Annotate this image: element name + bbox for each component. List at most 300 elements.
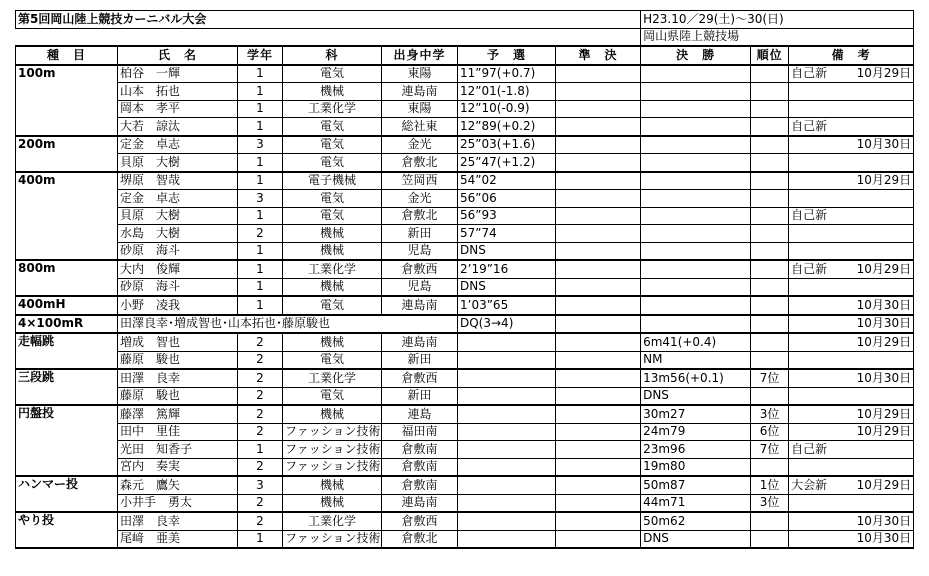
- grade: 1: [238, 83, 283, 101]
- grade: 1: [238, 530, 283, 548]
- junior-high: 倉敷西: [382, 369, 458, 387]
- event-name: 400m: [16, 172, 118, 190]
- event-cell: [16, 423, 118, 441]
- result-row: [16, 83, 914, 101]
- department: ファッション技術: [283, 458, 382, 476]
- header-grade: 学年: [238, 46, 283, 65]
- result-row: [16, 476, 914, 494]
- department: 電子機械: [283, 172, 382, 190]
- event-date: 10月30日: [849, 136, 914, 154]
- junior-high: 児島: [382, 242, 458, 260]
- athlete-name: 定金 卓志: [118, 136, 238, 154]
- junior-high: 倉敷北: [382, 530, 458, 548]
- department: 電気: [283, 136, 382, 154]
- athlete-name: 柏谷 一輝: [118, 65, 238, 83]
- event-date: 10月30日: [849, 530, 914, 548]
- department: 電気: [283, 387, 382, 405]
- department: 電気: [283, 118, 382, 136]
- junior-high: 倉敷南: [382, 458, 458, 476]
- final-result: [641, 190, 751, 208]
- semi-result: [556, 65, 641, 83]
- event-date: 10月29日: [849, 423, 914, 441]
- note: [789, 278, 849, 296]
- event-date: 10月29日: [849, 172, 914, 190]
- athlete-name: 堺原 智哉: [118, 172, 238, 190]
- prelim-result: 56”93: [458, 207, 556, 225]
- junior-high: 金光: [382, 136, 458, 154]
- semi-result: [556, 333, 641, 351]
- event-date: [849, 351, 914, 369]
- semi-result: [556, 83, 641, 101]
- junior-high: 倉敷西: [382, 260, 458, 278]
- grade: 1: [238, 441, 283, 459]
- rank: [751, 100, 789, 118]
- note: 自己新: [789, 65, 849, 83]
- grade: 3: [238, 190, 283, 208]
- junior-high: 笠岡西: [382, 172, 458, 190]
- event-cell: [16, 351, 118, 369]
- result-row: [16, 242, 914, 260]
- athlete-name: 増成 智也: [118, 333, 238, 351]
- junior-high: 東陽: [382, 65, 458, 83]
- final-result: [641, 242, 751, 260]
- department: 電気: [283, 154, 382, 172]
- rank: 3位: [751, 494, 789, 512]
- athlete-name: 藤原 駿也: [118, 387, 238, 405]
- note: [789, 172, 849, 190]
- junior-high: 連島南: [382, 83, 458, 101]
- rank: [751, 154, 789, 172]
- semi-result: [556, 369, 641, 387]
- department: ファッション技術: [283, 423, 382, 441]
- junior-high: 倉敷北: [382, 207, 458, 225]
- event-date: 10月29日: [849, 260, 914, 278]
- semi-result: [556, 190, 641, 208]
- note: 自己新: [789, 207, 849, 225]
- semi-result: [556, 458, 641, 476]
- event-date: 10月29日: [849, 65, 914, 83]
- athlete-name: 水島 大樹: [118, 225, 238, 243]
- rank: [751, 136, 789, 154]
- event-cell: [16, 154, 118, 172]
- athlete-name: 宮内 奏実: [118, 458, 238, 476]
- event-cell: [16, 278, 118, 296]
- rank: [751, 225, 789, 243]
- event-date: [849, 441, 914, 459]
- final-result: 44m71: [641, 494, 751, 512]
- rank: [751, 296, 789, 315]
- grade: 1: [238, 207, 283, 225]
- page-title: 第5回岡山陸上競技カーニバル大会: [16, 11, 641, 29]
- department: 機械: [283, 405, 382, 423]
- header-row: [16, 46, 914, 65]
- result-row: [16, 278, 914, 296]
- final-result: [641, 100, 751, 118]
- rank: [751, 387, 789, 405]
- note: [789, 333, 849, 351]
- rank: [751, 530, 789, 548]
- event-cell: [16, 441, 118, 459]
- semi-result: [556, 225, 641, 243]
- event-name: 円盤投: [16, 405, 118, 423]
- note: 自己新: [789, 260, 849, 278]
- event-date: 10月30日: [849, 369, 914, 387]
- grade: 1: [238, 65, 283, 83]
- semi-result: [556, 296, 641, 315]
- athlete-name: 定金 卓志: [118, 190, 238, 208]
- prelim-result: DNS: [458, 278, 556, 296]
- final-result: [641, 315, 751, 334]
- final-result: [641, 154, 751, 172]
- note: [789, 369, 849, 387]
- result-row: [16, 333, 914, 351]
- final-result: [641, 118, 751, 136]
- event-date: 10月30日: [849, 315, 914, 334]
- rank: [751, 260, 789, 278]
- result-row: [16, 225, 914, 243]
- rank: [751, 190, 789, 208]
- rank: 7位: [751, 369, 789, 387]
- meet-venue: 岡山県陸上競技場: [641, 28, 914, 46]
- grade: 2: [238, 458, 283, 476]
- athlete-name: 田中 里佳: [118, 423, 238, 441]
- event-cell: [16, 207, 118, 225]
- athlete-name: 森元 鷹矢: [118, 476, 238, 494]
- result-row: [16, 118, 914, 136]
- event-name: 100m: [16, 65, 118, 83]
- semi-result: [556, 441, 641, 459]
- event-date: 10月29日: [849, 333, 914, 351]
- note: [789, 512, 849, 530]
- department: 機械: [283, 333, 382, 351]
- result-row: [16, 441, 914, 459]
- final-result: [641, 278, 751, 296]
- semi-result: [556, 423, 641, 441]
- junior-high: 連島南: [382, 296, 458, 315]
- header-school: 出身中学: [382, 46, 458, 65]
- prelim-result: [458, 333, 556, 351]
- rank: 3位: [751, 405, 789, 423]
- athlete-name: 貝原 大樹: [118, 207, 238, 225]
- department: 機械: [283, 83, 382, 101]
- note: [789, 423, 849, 441]
- note: 自己新: [789, 118, 849, 136]
- athlete-name: 砂原 海斗: [118, 242, 238, 260]
- junior-high: 倉敷南: [382, 441, 458, 459]
- rank: [751, 351, 789, 369]
- department: 機械: [283, 476, 382, 494]
- result-row: [16, 136, 914, 154]
- athlete-name: 岡本 孝平: [118, 100, 238, 118]
- rank: [751, 118, 789, 136]
- prelim-result: 56”06: [458, 190, 556, 208]
- grade: 3: [238, 136, 283, 154]
- header-final: 決 勝: [641, 46, 751, 65]
- result-row: [16, 351, 914, 369]
- header-event: 種 目: [16, 46, 118, 65]
- grade: 2: [238, 225, 283, 243]
- final-result: 6m41(+0.4): [641, 333, 751, 351]
- junior-high: 倉敷北: [382, 154, 458, 172]
- rank: [751, 172, 789, 190]
- semi-result: [556, 476, 641, 494]
- semi-result: [556, 172, 641, 190]
- final-result: 50m62: [641, 512, 751, 530]
- semi-result: [556, 278, 641, 296]
- prelim-result: DNS: [458, 242, 556, 260]
- department: 電気: [283, 207, 382, 225]
- result-row: [16, 405, 914, 423]
- prelim-result: [458, 351, 556, 369]
- prelim-result: [458, 423, 556, 441]
- note: [789, 242, 849, 260]
- semi-result: [556, 512, 641, 530]
- header-semi: 準 決: [556, 46, 641, 65]
- junior-high: 福田南: [382, 423, 458, 441]
- note: [789, 405, 849, 423]
- grade: 2: [238, 351, 283, 369]
- result-row: [16, 154, 914, 172]
- athlete-name: 藤澤 篤輝: [118, 405, 238, 423]
- grade: 1: [238, 154, 283, 172]
- junior-high: 連島南: [382, 333, 458, 351]
- header-note: 備 考: [789, 46, 914, 65]
- final-result: [641, 260, 751, 278]
- event-cell: [16, 458, 118, 476]
- department: 機械: [283, 242, 382, 260]
- grade: 1: [238, 260, 283, 278]
- prelim-result: 12”89(+0.2): [458, 118, 556, 136]
- athlete-name: 大内 俊輝: [118, 260, 238, 278]
- department: 電気: [283, 65, 382, 83]
- event-name: 200m: [16, 136, 118, 154]
- note: 自己新: [789, 441, 849, 459]
- athlete-name: 山本 拓也: [118, 83, 238, 101]
- semi-result: [556, 207, 641, 225]
- department: 工業化学: [283, 512, 382, 530]
- athlete-name: 田澤 良幸: [118, 512, 238, 530]
- department: ファッション技術: [283, 530, 382, 548]
- rank: [751, 512, 789, 530]
- department: 工業化学: [283, 260, 382, 278]
- final-result: 23m96: [641, 441, 751, 459]
- grade: 1: [238, 296, 283, 315]
- prelim-result: 25”03(+1.6): [458, 136, 556, 154]
- junior-high: 倉敷南: [382, 476, 458, 494]
- rank: 1位: [751, 476, 789, 494]
- header-rank: 順位: [751, 46, 789, 65]
- department: 電気: [283, 190, 382, 208]
- final-result: 19m80: [641, 458, 751, 476]
- grade: 2: [238, 512, 283, 530]
- junior-high: 倉敷西: [382, 512, 458, 530]
- result-row: [16, 530, 914, 548]
- note: [789, 296, 849, 315]
- event-cell: [16, 83, 118, 101]
- prelim-result: [458, 494, 556, 512]
- result-row: [16, 512, 914, 530]
- semi-result: [556, 260, 641, 278]
- note: [789, 190, 849, 208]
- grade: 1: [238, 278, 283, 296]
- event-date: [849, 458, 914, 476]
- final-result: DNS: [641, 387, 751, 405]
- note: [789, 530, 849, 548]
- note: [789, 494, 849, 512]
- rank: 7位: [751, 441, 789, 459]
- rank: [751, 65, 789, 83]
- event-name: やり投: [16, 512, 118, 530]
- athlete-name: 小野 凌我: [118, 296, 238, 315]
- final-result: 13m56(+0.1): [641, 369, 751, 387]
- junior-high: 新田: [382, 225, 458, 243]
- prelim-result: [458, 512, 556, 530]
- meet-date: H23.10／29(土)～30(日): [641, 11, 914, 29]
- semi-result: [556, 494, 641, 512]
- event-date: [849, 118, 914, 136]
- department: 工業化学: [283, 369, 382, 387]
- note: [789, 83, 849, 101]
- final-result: [641, 65, 751, 83]
- athlete-name: 大若 諒汰: [118, 118, 238, 136]
- athlete-name: 藤原 駿也: [118, 351, 238, 369]
- final-result: [641, 83, 751, 101]
- final-result: 30m27: [641, 405, 751, 423]
- grade: 1: [238, 242, 283, 260]
- note: [789, 225, 849, 243]
- result-row: [16, 423, 914, 441]
- department: 電気: [283, 296, 382, 315]
- rank: [751, 278, 789, 296]
- final-result: [641, 296, 751, 315]
- prelim-result: 12”10(-0.9): [458, 100, 556, 118]
- event-date: 10月30日: [849, 296, 914, 315]
- event-name: 三段跳: [16, 369, 118, 387]
- note: [789, 351, 849, 369]
- prelim-result: [458, 405, 556, 423]
- event-cell: [16, 387, 118, 405]
- athlete-name: 貝原 大樹: [118, 154, 238, 172]
- result-row: [16, 172, 914, 190]
- result-row: [16, 387, 914, 405]
- grade: 2: [238, 387, 283, 405]
- results-table: [15, 10, 914, 549]
- result-row: [16, 369, 914, 387]
- rank: [751, 315, 789, 334]
- event-date: [849, 387, 914, 405]
- department: 機械: [283, 225, 382, 243]
- note: [789, 100, 849, 118]
- semi-result: [556, 530, 641, 548]
- header-name: 氏 名: [118, 46, 238, 65]
- event-date: [849, 225, 914, 243]
- junior-high: 連島: [382, 405, 458, 423]
- result-row: [16, 494, 914, 512]
- results-sheet: [15, 10, 913, 549]
- department: 機械: [283, 278, 382, 296]
- semi-result: [556, 242, 641, 260]
- result-row: [16, 65, 914, 83]
- grade: 1: [238, 100, 283, 118]
- grade: 2: [238, 494, 283, 512]
- final-result: [641, 207, 751, 225]
- prelim-result: 1’03”65: [458, 296, 556, 315]
- athlete-name: 光田 知香子: [118, 441, 238, 459]
- event-date: 10月29日: [849, 476, 914, 494]
- event-cell: [16, 494, 118, 512]
- prelim-result: 11”97(+0.7): [458, 65, 556, 83]
- event-date: [849, 242, 914, 260]
- prelim-result: DQ(3→4): [458, 315, 556, 334]
- grade: 2: [238, 369, 283, 387]
- result-row: [16, 260, 914, 278]
- note: 大会新: [789, 476, 849, 494]
- event-date: [849, 100, 914, 118]
- result-row: [16, 100, 914, 118]
- junior-high: 金光: [382, 190, 458, 208]
- prelim-result: [458, 387, 556, 405]
- note: [789, 387, 849, 405]
- event-name: 400mH: [16, 296, 118, 315]
- semi-result: [556, 118, 641, 136]
- prelim-result: [458, 369, 556, 387]
- event-date: 10月30日: [849, 512, 914, 530]
- grade: 2: [238, 333, 283, 351]
- result-row: [16, 315, 914, 334]
- final-result: [641, 172, 751, 190]
- result-row: [16, 190, 914, 208]
- event-cell: [16, 242, 118, 260]
- grade: 3: [238, 476, 283, 494]
- prelim-result: 2’19”16: [458, 260, 556, 278]
- prelim-result: [458, 530, 556, 548]
- athlete-name: 砂原 海斗: [118, 278, 238, 296]
- event-name: 4×100mR: [16, 315, 118, 334]
- athlete-name: 尾﨑 亜美: [118, 530, 238, 548]
- event-cell: [16, 190, 118, 208]
- prelim-result: 54”02: [458, 172, 556, 190]
- result-row: [16, 458, 914, 476]
- event-date: [849, 278, 914, 296]
- event-date: [849, 494, 914, 512]
- junior-high: 児島: [382, 278, 458, 296]
- grade: 2: [238, 423, 283, 441]
- header-dept: 科: [283, 46, 382, 65]
- final-result: 24m79: [641, 423, 751, 441]
- prelim-result: 12”01(-1.8): [458, 83, 556, 101]
- athlete-name: 小井手 勇太: [118, 494, 238, 512]
- semi-result: [556, 351, 641, 369]
- event-date: [849, 83, 914, 101]
- athlete-name: 田澤 良幸: [118, 369, 238, 387]
- result-row: [16, 296, 914, 315]
- event-cell: [16, 530, 118, 548]
- note: [789, 154, 849, 172]
- junior-high: 新田: [382, 351, 458, 369]
- prelim-result: [458, 458, 556, 476]
- prelim-result: 25”47(+1.2): [458, 154, 556, 172]
- note: [789, 458, 849, 476]
- final-result: NM: [641, 351, 751, 369]
- rank: [751, 83, 789, 101]
- rank: [751, 458, 789, 476]
- semi-result: [556, 100, 641, 118]
- junior-high: 連島南: [382, 494, 458, 512]
- semi-result: [556, 315, 641, 334]
- event-cell: [16, 118, 118, 136]
- department: 工業化学: [283, 100, 382, 118]
- department: 機械: [283, 494, 382, 512]
